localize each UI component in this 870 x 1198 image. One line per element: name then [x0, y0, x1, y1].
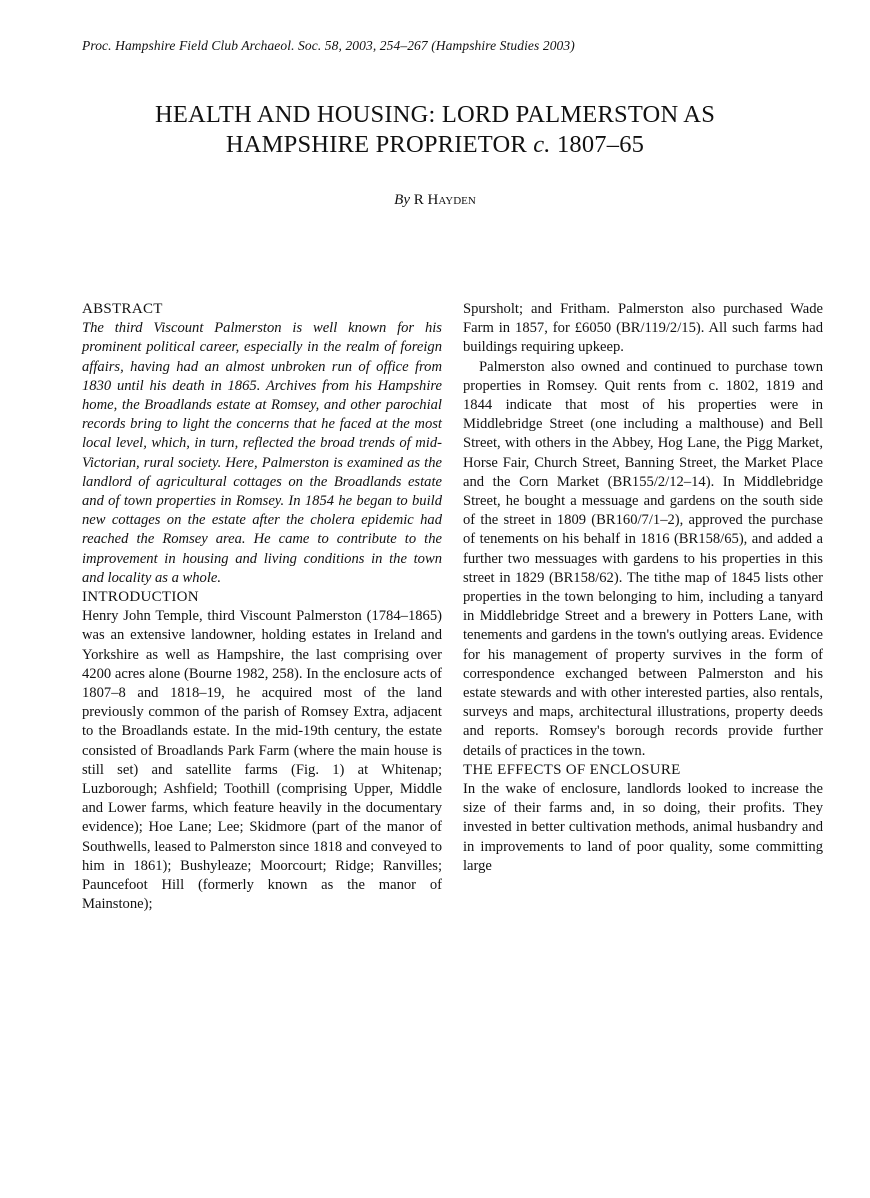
title-circa: c. — [533, 131, 551, 158]
title-line-2-main: HAMPSHIRE PROPRIETOR — [225, 131, 534, 158]
byline — [0, 192, 870, 209]
abstract-heading: ABSTRACT — [82, 301, 163, 317]
title-line-2 — [60, 130, 810, 160]
enclosure-heading: THE EFFECTS OF ENCLOSURE — [463, 761, 681, 778]
title-line-1: HEALTH AND HOUSING: LORD PALMERSTON AS — [154, 101, 716, 128]
introduction-paragraph-2: Palmerston also owned and continued to purchase town properties in Romsey. Quit rents from c. 1802, 1819 and 1844 indicate that most of his properties were in Middlebridge Street (one including a malthouse) and Bell Street, with others in the Abbey, Hog Lane, the Pigg Market, Horse Fair, Church Street, Banning Street, the Market Place and the Corn Market (BR155/2/12–14). In Middlebridge Street, he bought a messuage and gardens on the south side of the street in 1809 (BR160/7/1–2), approved the purchase of tenements on his behalf in 1816 (BR158/65), and added a further two messuages with gardens to his properties in this street in 1829 (BR158/62). The tithe map of 1845 lists other properties in the town belonging to him, including a tanyard in Middlebridge Street and a brewery in Potters Lane, with tenements and gardens in the town's outlying areas. Evidence for his management of property survives in the form of correspondence exchanged between Palmerston and his estate stewards and with other interested parties, also rentals, surveys and maps, architectural illustrations, property deeds and reports. Romsey's borough records provide further details of practices in the town. — [463, 358, 823, 759]
abstract-text: The third Viscount Palmerston is well known for his prominent political career, especially in the realm of foreign affairs, having had an almost unbroken run of office from 1830 until his death in 1865. Archives from his Hampshire home, the Broadlands estate at Romsey, and other parochial records bring to light the concerns that he faced at the most local level, which, in turn, reflected the broad trends of mid-Victorian, rural society. Here, Palmerston is examined as the landlord of agricultural cottages on the Broadlands estate and of town properties in Romsey. In 1854 he began to build new cottages on the estate after the cholera epidemic had reached the Romsey area. He came to contribute to the improvement in housing and living conditions in the town and locality as a whole. — [82, 320, 442, 586]
introduction-paragraph-1: Henry John Temple, third Viscount Palmerston (1784–1865) was an extensive landowner, holding estates in Ireland and Yorkshire as well as Hampshire, the last comprising over 4200 acres alone (Bourne 1982, 258). In the enclosure acts of 1807–8 and 1818–19, he acquired most of the land previously common of the parish of Romsey Extra, adjacent to the Broadlands estate. In the mid-19th century, the estate consisted of Broadlands Park Farm (where the main house is still set) and satellite farms (Fig. 1) at Whitenap; Luzborough; Ashfield; Toothill (comprising Upper, Middle and Lower farms, which feature heavily in the documentary evidence); Hoe Lane; Lee; Skidmore (part of the manor of Southwells, leased to Palmerston since 1818 and conveyed to him in 1861); Bushyleaze; Moorcourt; Ridge; Ranvilles; Pauncefoot Hill (formerly known as the manor of Mainstone); — [82, 608, 442, 913]
byline-by: By — [394, 192, 410, 208]
byline-author: R Hayden — [413, 192, 476, 208]
introduction-heading: INTRODUCTION — [82, 589, 199, 606]
title-years: 1807–65 — [550, 131, 645, 158]
left-column — [82, 300, 442, 915]
article-title — [60, 100, 810, 160]
right-column — [463, 300, 823, 876]
enclosure-paragraph-1: In the wake of enclosure, landlords looked to increase the size of their farms and, in so doing, their profits. They invested in better cultivation methods, animal husbandry and in improvements to land of poor quality, some committing large — [463, 781, 823, 874]
running-header: Proc. Hampshire Field Club Archaeol. Soc. 58, 2003, 254–267 (Hampshire Studies 2003) — [82, 38, 575, 53]
introduction-paragraph-1-continued: Spursholt; and Fritham. Palmerston also purchased Wade Farm in 1857, for £6050 (BR/119/2/15). All such farms had buildings requiring upkeep. — [463, 301, 823, 356]
